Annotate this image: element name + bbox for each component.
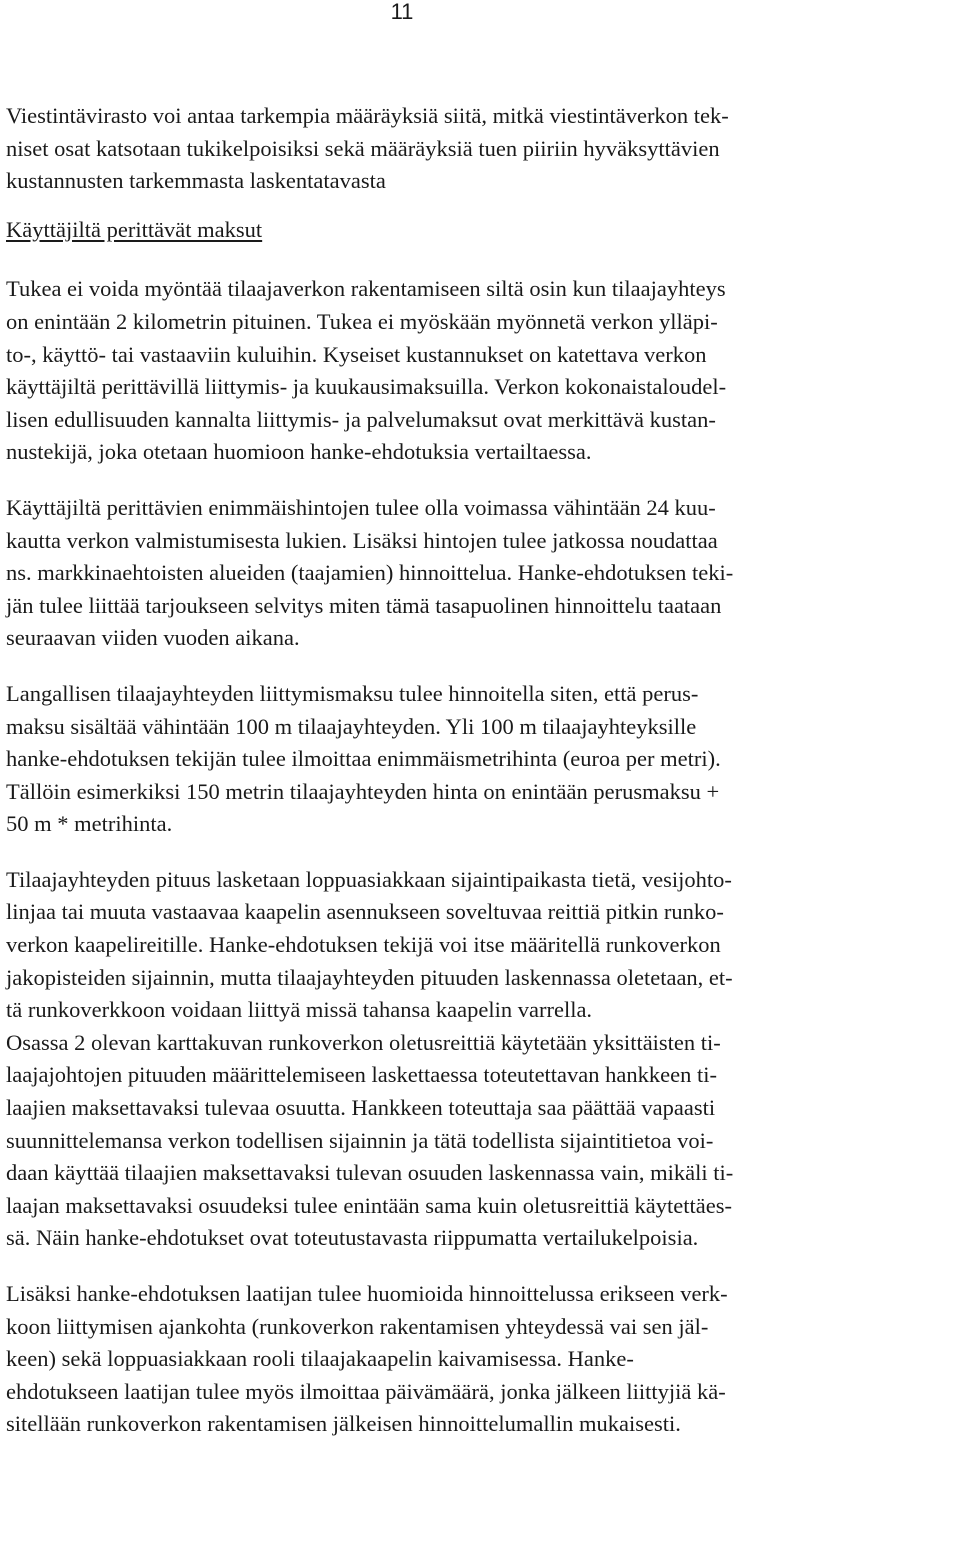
text-line: sitellään runkoverkon rakentamisen jälkeisen hinnoittelumallin mukaisesti.: [6, 1411, 681, 1437]
text-line: jakopisteiden sijainnin, mutta tilaajayhteyden pituuden laskennassa oletetaan, et-: [6, 964, 733, 990]
text-line: niset osat katsotaan tukikelpoisiksi sekä määräyksiä tuen piiriin hyväksyttävien: [6, 135, 720, 161]
text-line: lisen edullisuuden kannalta liittymis- ja palvelumaksut ovat merkittävä kustan-: [6, 406, 716, 432]
text-line: maksu sisältää vähintään 100 m tilaajayhteyden. Yli 100 m tilaajayhteyksille: [6, 713, 697, 739]
text-line: 50 m * metrihinta.: [6, 811, 173, 837]
document-body: [6, 100, 954, 1441]
section-heading-paragraph: [6, 214, 954, 247]
text-line: verkon kaapelireitille. Hanke-ehdotuksen tekijä voi itse määritellä runkoverkon: [6, 932, 721, 958]
text-line: kautta verkon valmistumisesta lukien. Lisäksi hintojen tulee jatkossa noudattaa: [6, 527, 718, 553]
text-line: linjaa tai muuta vastaavaa kaapelin asennukseen soveltuvaa reittiä pitkin runko-: [6, 899, 724, 925]
text-line: Lisäksi hanke-ehdotuksen laatijan tulee huomioida hinnoittelussa erikseen verk-: [6, 1281, 728, 1306]
paragraph: [6, 100, 954, 198]
text-line: laajajohtojen pituuden määrittelemiseen laskettaessa toteutettavan hankkeen ti-: [6, 1062, 717, 1088]
text-line: ehdotukseen laatijan tulee myös ilmoittaa päivämäärä, jonka jälkeen liittyjiä kä-: [6, 1378, 726, 1404]
text-line: Käyttäjiltä perittävien enimmäishintojen tulee olla voimassa vähintään 24 kuu-: [6, 494, 716, 520]
text-line: Tilaajayhteyden pituus lasketaan loppuasiakkaan sijaintipaikasta tietä, vesijohto-: [6, 866, 732, 892]
text-line: laajan maksettavaksi osuudeksi tulee enintään sama kuin oletusreittiä käytettäes-: [6, 1192, 733, 1218]
text-line: kustannusten tarkemmasta laskentatavasta: [6, 168, 386, 194]
paragraph: [6, 1278, 954, 1441]
text-line: tä runkoverkkoon voidaan liittyä missä tahansa kaapelin varrella.: [6, 997, 593, 1023]
paragraph: [6, 1027, 954, 1255]
text-line: hanke-ehdotuksen tekijän tulee ilmoittaa enimmäismetrihinta (euroa per metri).: [6, 746, 721, 772]
text-line: laajien maksettavaksi tulevaa osuutta. Hankkeen toteuttaja saa päättää vapaasti: [6, 1095, 716, 1121]
paragraph: [6, 273, 954, 469]
text-line: Osassa 2 olevan karttakuvan runkoverkon oletusreittiä käytetään yksittäisten ti-: [6, 1029, 721, 1055]
text-line: Tällöin esimerkiksi 150 metrin tilaajayhteyden hinta on enintään perusmaksu +: [6, 778, 720, 804]
text-line: jän tulee liittää tarjoukseen selvitys miten tämä tasapuolinen hinnoittelu taataan: [6, 592, 722, 618]
text-line: suunnittelemansa verkon todellisen sijainnin ja tätä todellista sijaintitietoa voi-: [6, 1127, 714, 1153]
text-line: Langallisen tilaajayhteyden liittymismaksu tulee hinnoitella siten, että perus-: [6, 680, 699, 706]
text-line: keen) sekä loppuasiakkaan rooli tilaajakaapelin kaivamisessa. Hanke-: [6, 1346, 634, 1372]
paragraph: [6, 864, 954, 1027]
text-line: Viestintävirasto voi antaa tarkempia määräyksiä siitä, mitkä viestintäverkon tek-: [6, 103, 729, 128]
paragraph: [6, 678, 954, 841]
text-line: sä. Näin hanke-ehdotukset ovat toteutustavasta riippumatta vertailukelpoisia.: [6, 1225, 699, 1251]
text-line: nustekijä, joka otetaan huomioon hanke-ehdotuksia vertailtaessa.: [6, 439, 592, 465]
paragraph: [6, 492, 954, 655]
text-line: daan käyttää tilaajien maksettavaksi tulevan osuuden laskennassa vain, mikäli ti-: [6, 1160, 734, 1186]
text-line: on enintään 2 kilometrin pituinen. Tukea ei myöskään myönnetä verkon ylläpi-: [6, 308, 718, 334]
page-number: 11: [390, 0, 414, 24]
text-line: käyttäjiltä perittävillä liittymis- ja kuukausimaksuilla. Verkon kokonaistaloudel-: [6, 374, 727, 400]
text-line: seuraavan viiden vuoden aikana.: [6, 625, 300, 651]
text-line: to-, käyttö- tai vastaaviin kuluihin. Kyseiset kustannukset on katettava verkon: [6, 341, 707, 367]
text-line: ns. markkinaehtoisten alueiden (taajamien) hinnoittelua. Hanke-ehdotuksen teki-: [6, 560, 734, 586]
text-line: Tukea ei voida myöntää tilaajaverkon rakentamiseen siltä osin kun tilaajayhteys: [6, 276, 726, 302]
section-heading: Käyttäjiltä perittävät maksut: [6, 216, 263, 242]
text-line: koon liittymisen ajankohta (runkoverkon rakentamisen yhteydessä vai sen jäl-: [6, 1313, 709, 1339]
